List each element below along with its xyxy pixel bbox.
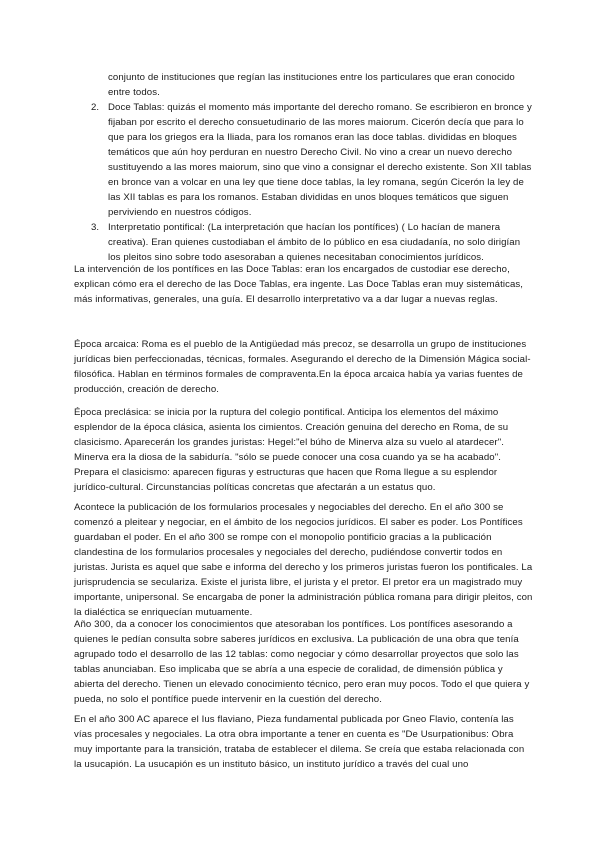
paragraph-ius-flaviano: En el año 300 AC aparece el Ius flaviano, Pieza fundamental publicada por Gneo Flavio, contenía las vías procesales y negociales. La otra obra importante a tener en cuenta es "De Usurpationibus: Obra muy importante para la transición, trataba de establecer el dilema. Se creía que estaba relacionada con la usucapión. La usucapión es un instituto básico, un instituto jurídico a través del cual uno bbox=[74, 714, 525, 770]
paragraph-epoca-preclasica: Época preclásica: se inicia por la ruptura del colegio pontifical. Anticipa los elementos del máximo esplendor de la época clásica, asienta los cimientos. Creación genuina del derecho en Roma, de su clasicismo. Aparecerán los grandes juristas: Hegel:"el búho de Minerva alza su vuelo al atardecer". Minerva era la diosa de la sabiduría. "sólo se puede conocer una cosa cuando ya se ha acabado". Prepara el clasicismo: aparecen figuras y estructuras que hacen que Roma llegue a su esplendor jurídico-cultural. Circunstancias políticas concretas que afectarán a un estatus quo. bbox=[74, 407, 509, 493]
list-item-number: 2. bbox=[91, 102, 100, 113]
list-item-interpretatio-pontifical bbox=[74, 220, 534, 265]
paragraph-ano-300: Año 300, da a conocer los conocimientos que atesoraban los pontífices. Los pontífices asesorando a quienes le pedían consulta sobre saberes jurídicos en exclusiva. La publicación de una obra que tenía agrupado todo el desarrollo de las 12 tablas: como negociar y cómo desarrollar proyectos que solo las tablas anunciaban. Eso implicaba que se abría a una especie de coralidad, de dimensión pública y abierta del derecho. Tienen un elevado conocimiento técnico, pero eran muy pocos. Todo el que quiera y pueda, no solo el pontífice puede intervenir en la cuestión del derecho. bbox=[74, 619, 530, 705]
list-item-text: Interpretatio pontifical: (La interpretación que hacían los pontífices) ( Lo hacían de manera creativa). Eran quienes custodiaban el ámbito de lo público en esa ciudadanía, no solo dirigían los pleitos sino sobre todo asesoraban a quienes necesitaban conocimientos jurídicos. bbox=[108, 222, 521, 263]
list-item-text: Doce Tablas: quizás el momento más importante del derecho romano. Se escribieron en bronce y fijaban por escrito el derecho consuetudinario de las mores maiorum. Cicerón decía que para lo que para los griegos era la Iliada, para los romanos eran las doce tablas. divididas en bloques temáticos que aún hoy perduran en nuestro Derecho Civil. No vino a crear un nuevo derecho sustituyendo a las mores maiorum, sino que vino a consignar el derecho existente. Son XII tablas en bronce van a volcar en una ley que tiene doce tablas, la ley romana, según Cicerón la ley de las XII tablas es para los romanos. Estaban divididas en unos bloques temáticos que siguen perviviendo en nuestros códigos. bbox=[108, 102, 532, 218]
paragraph-formularios: Acontece la publicación de los formularios procesales y negociables del derecho. En el año 300 se comenzó a pleitear y negociar, en el ámbito de los negocios jurídicos. El saber es poder. Los Pontífices guardaban el poder. En el año 300 se rompe con el monopolio pontificio gracias a la publicación clandestina de los formularios procesales y negociales del derecho, pudiéndose convertir todos en juristas. Jurista es aquel que sabe e informa del derecho y los primeros juristas fueron los pontificales. La jurisprudencia se seculariza. Existe el jurista libre, el jurista y el pretor. El pretor era un magistrado muy importante, unipersonal. Se encargaba de poner la administración pública romana para dirigir pleitos, con la dialéctica se enriquecían mutuamente. bbox=[74, 502, 533, 618]
list-item-number: 3. bbox=[91, 222, 100, 233]
paragraph-intervencion-pontifices: La intervención de los pontífices en las Doce Tablas: eran los encargados de custodiar ese derecho, explican cómo era el derecho de las Doce Tablas, era ingente. Las Doce Tablas eran muy sistemáticas, más informativas, generales, una guía. El desarrollo interpretativo va a dar lugar a nuevas reglas. bbox=[74, 264, 524, 305]
paragraph-epoca-arcaica: Época arcaica: Roma es el pueblo de la Antigüedad más precoz, se desarrolla un grupo de instituciones jurídicas bien perfeccionadas, técnicas, formales. Asegurando el derecho de la Dimensión Mágica social-filosófica. Hablan en términos formales de compraventa.En la época arcaica había ya varias fuentes de producción, creación de derecho. bbox=[74, 339, 531, 395]
list-item-continuation: conjunto de instituciones que regían las instituciones entre los particulares que eran conocido entre todos. bbox=[108, 72, 515, 98]
numbered-list bbox=[74, 70, 534, 265]
list-item-doce-tablas bbox=[74, 100, 534, 220]
